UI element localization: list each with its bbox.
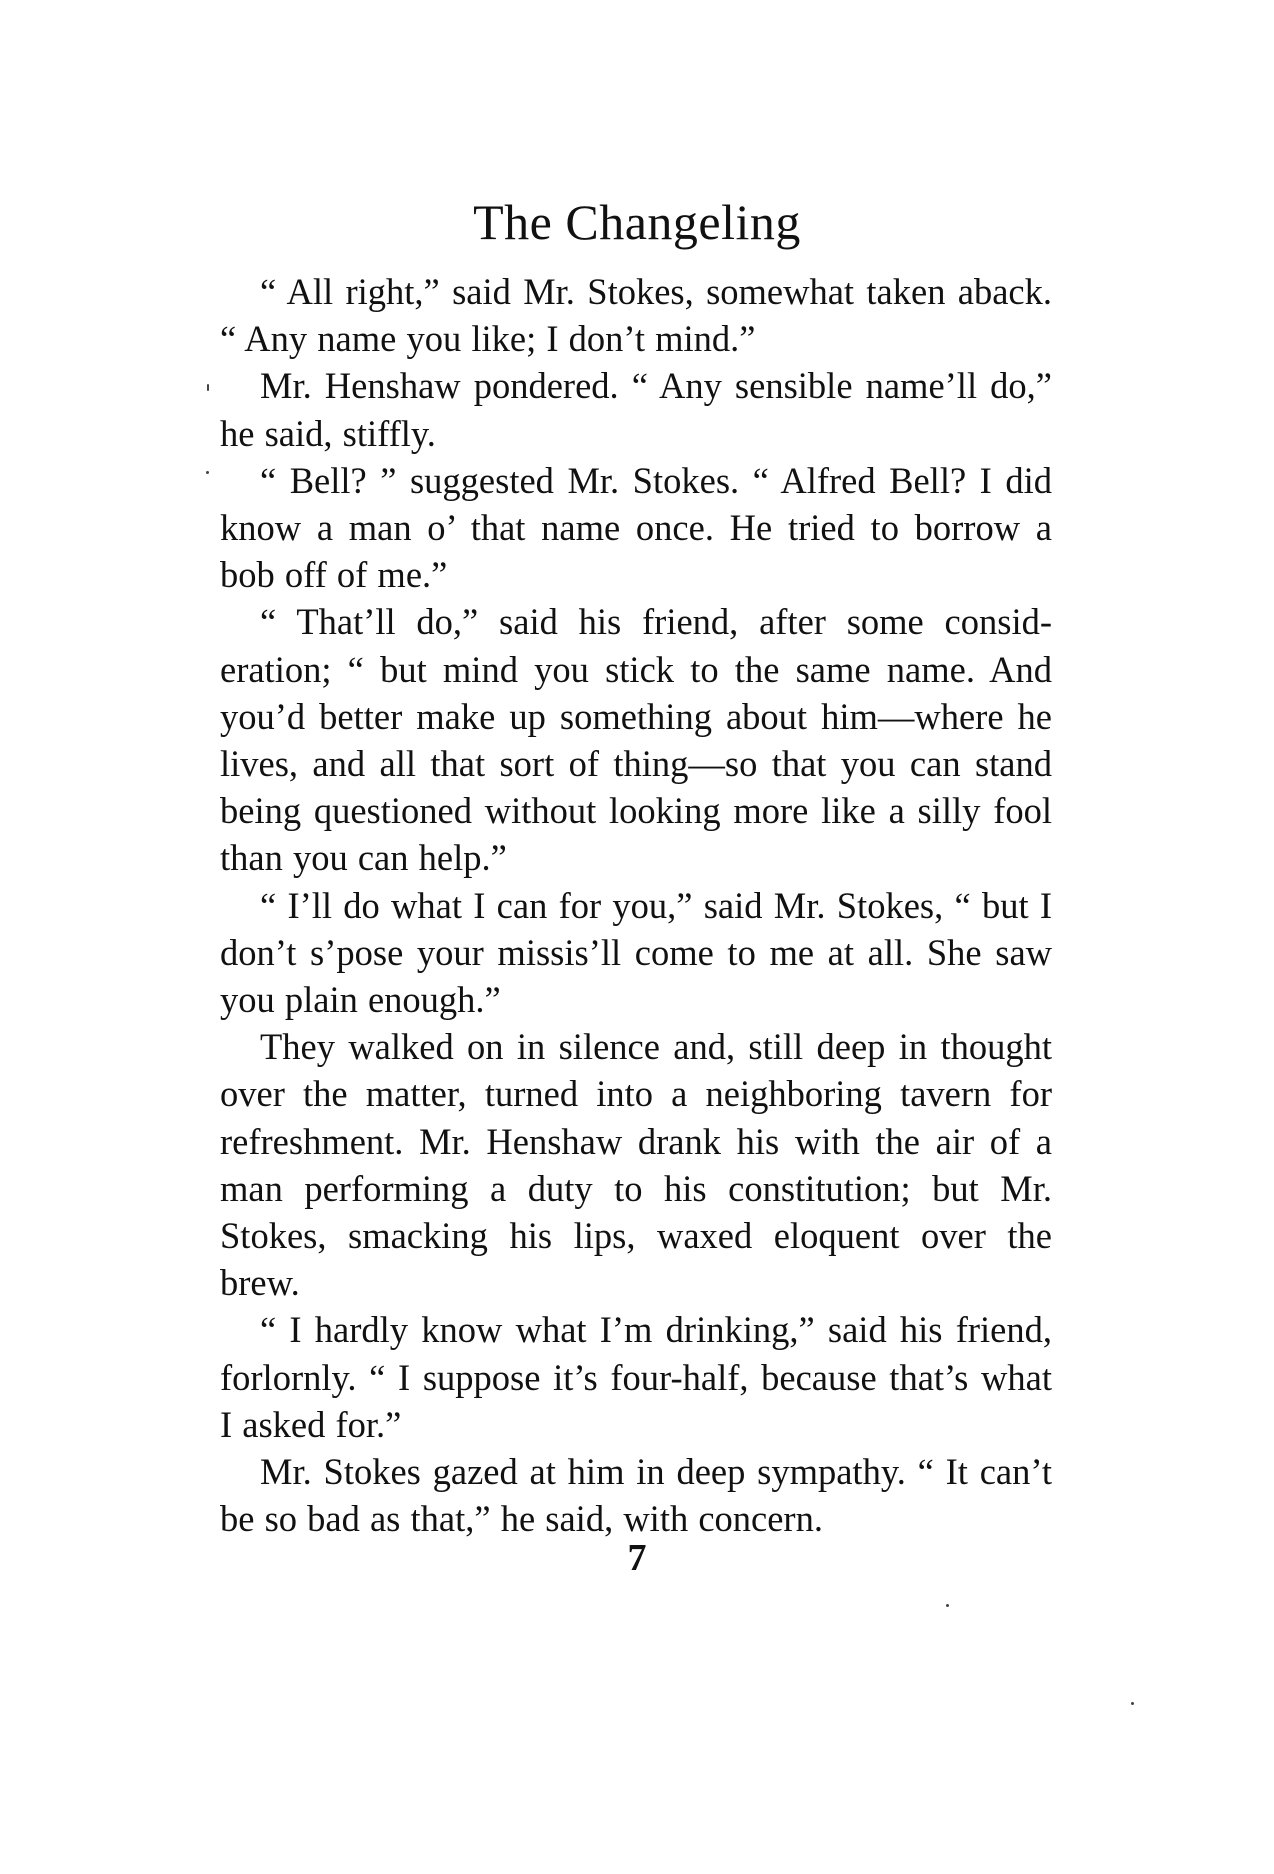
paragraph: “ I’ll do what I can for you,” said Mr. Stokes, “ but I don’t s’pose your missis’ll come to me at all. She saw you plain enough.” bbox=[220, 884, 1052, 1021]
print-speck bbox=[206, 471, 209, 474]
paragraph: Mr. Stokes gazed at him in deep sympathy. “ It can’t be so bad as that,” he said, with concern. bbox=[220, 1451, 1052, 1540]
page-number: 7 bbox=[627, 1537, 647, 1579]
paragraph: They walked on in silence and, still deep in thought over the matter, turned into a neighboring tavern for refreshment. Mr. Henshaw drank his with the air of a man performing a duty to his constitution; but Mr. Stokes, smacking his lips, waxed eloquent over the brew. bbox=[220, 1026, 1052, 1304]
print-speck bbox=[1131, 1702, 1134, 1705]
paragraph: “ All right,” said Mr. Stokes, somewhat taken aback. “ Any name you like; I don’t mind.” bbox=[220, 271, 1052, 360]
paragraph: “ That’ll do,” said his friend, after some consideration; “ but mind you stick to the same name. And you’d better make up something about him—where he lives, and all that sort of thing—so that you can stand being questioned without looking more like a silly fool than you can help.” bbox=[220, 601, 1052, 879]
paragraph: Mr. Henshaw pondered. “ Any sensible name’ll do,” he said, stiffly. bbox=[220, 365, 1052, 454]
running-head: The Changeling bbox=[473, 194, 801, 250]
paragraph: “ Bell? ” suggested Mr. Stokes. “ Alfred Bell? I did know a man o’ that name once. He tried to borrow a bob off of me.” bbox=[220, 459, 1052, 596]
print-speck bbox=[207, 384, 209, 391]
print-speck bbox=[946, 1604, 949, 1607]
paragraph: “ I hardly know what I’m drinking,” said his friend, forlornly. “ I suppose it’s four-half, because that’s what I asked for.” bbox=[220, 1309, 1052, 1445]
body-text bbox=[220, 268, 1052, 1542]
